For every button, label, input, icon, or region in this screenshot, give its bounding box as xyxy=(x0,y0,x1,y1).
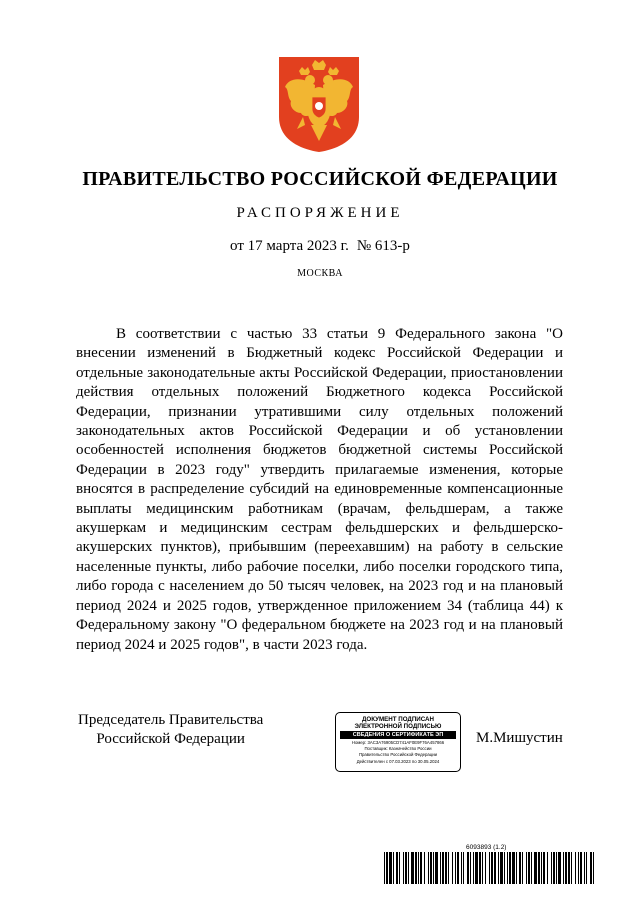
signer-title-line1: Председатель Правительства xyxy=(78,712,264,728)
signer-title xyxy=(78,711,263,749)
document-type: РАСПОРЯЖЕНИЕ xyxy=(236,205,404,221)
government-title: ПРАВИТЕЛЬСТВО РОССИЙСКОЙ ФЕДЕРАЦИИ xyxy=(82,168,558,190)
stamp-line2: ЭЛЕКТРОННОЙ ПОДПИСЬЮ xyxy=(354,723,442,730)
body-paragraph: В соответствии с частью 33 статьи 9 Федерального закона "О внесении изменений в Бюджетный кодекс Российской Федерации и отдельные законодательные акты Российской Федерации, приостановлении действия отдельных положений Бюджетного кодекса Российской Федерации, признании утратившими силу отдельных положений законодательных актов Российской Федерации и об установлении особенностей исполнения бюджетов бюджетной системы Российской Федерации в 2023 году" утвердить прилагаемые изменения, которые вносятся в распределение субсидий на единовременные компенсационные выплаты медицинским работникам (врачам, фельдшерам, а также акушеркам и медицинским сестрам фельдшерских и фельдшерско-акушерских пунктов), прибывшим (переехавшим) на работу в сельские населенные пункты, либо рабочие поселки, либо поселки городского типа, либо города с населением до 50 тысяч человек, на 2023 год и на плановый период 2024 и 2025 годов, утвержденное приложением 34 (таблица 44) к Федеральному закону "О федеральном бюджете на 2023 год и на плановый период 2024 и 2025 годов", в части 2023 года. xyxy=(76,326,563,653)
document-city: МОСКВА xyxy=(297,268,343,279)
barcode xyxy=(384,852,596,884)
stamp-validity: Действителен с 07.03.2023 по 30.05.2024 xyxy=(356,758,440,764)
signer-name: М.Мишустин xyxy=(476,730,563,746)
stamp-owner: Правительство Российской Федерации xyxy=(358,752,438,758)
electronic-signature-stamp xyxy=(335,712,461,772)
stamp-supplier: Поставщик: Казначейство России xyxy=(364,746,432,752)
document-code: 6093893 (1.2) xyxy=(466,844,507,851)
signer-title-line2: Российской Федерации xyxy=(96,731,245,747)
document-date-line xyxy=(0,238,640,255)
coat-of-arms-emblem xyxy=(277,55,361,153)
document-date: от 17 марта 2023 г. xyxy=(230,238,349,254)
stamp-certificate-bar: СВЕДЕНИЯ О СЕРТИФИКАТЕ ЭП xyxy=(340,731,456,739)
stamp-line1: ДОКУМЕНТ ПОДПИСАН xyxy=(362,716,434,723)
document-number: № 613-р xyxy=(356,238,410,254)
stamp-serial: Номер: 3AC3A76905CD741AF0E9F76A457866 xyxy=(351,740,445,745)
